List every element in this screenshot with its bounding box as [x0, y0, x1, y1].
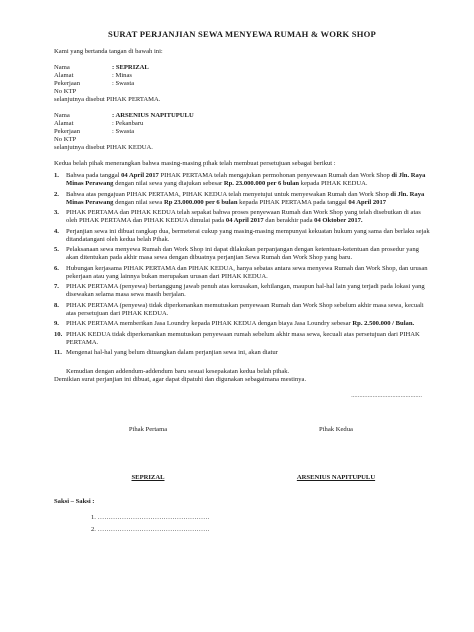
term-item [54, 209, 430, 225]
term-text-run: PIHAK PERTAMA dan PIHAK KEDUA telah sepakat bahwa proses penyewaan Rumah dan Work Shop yang telah disebutkan di atas oleh PIHAK PERTAMA dan PIHAK KEDUA dimulai pada [66, 209, 421, 224]
party2-label-address: Alamat [54, 120, 74, 127]
term-number: 3. [54, 209, 59, 216]
term-text [66, 228, 430, 244]
witness-list [54, 514, 430, 534]
term-number: 4. [54, 227, 59, 235]
term-text [66, 209, 430, 225]
term-text [66, 302, 430, 318]
party1-value-name: : SEPRIZAL [112, 64, 149, 71]
term-item [54, 302, 430, 318]
term-text-run: kepada PIHAK PERTAMA pada tanggal [237, 198, 349, 206]
term-item [54, 283, 430, 299]
term-text-bold: Rp. 2.500.000 / Bulan. [352, 320, 415, 327]
signature-right-role: Pihak Kedua [319, 425, 353, 433]
term-item [54, 331, 430, 347]
party2-label-ktp: No KTP [54, 136, 77, 143]
term-number: 9. [54, 320, 59, 327]
party2-row-name [54, 112, 430, 120]
term-number: 8. [54, 301, 59, 309]
party1-value-address: : Minas [112, 72, 132, 79]
term-text-run: PIHAK KEDUA tidak diperkenankan memutuskan penyewaan rumah sebelum akhir masa sewa, kecuali atas persetujuan dari PIHAK PERTAMA. [66, 330, 420, 346]
term-item [54, 246, 430, 262]
term-text-bold: 04 April 2017 [348, 198, 387, 206]
party1-note: selanjutnya disebut PIHAK PERTAMA. [54, 96, 161, 103]
term-item [54, 172, 430, 188]
term-item [54, 349, 430, 357]
terms-list [54, 172, 430, 357]
closing-statement: Demikian surat perjanjian ini dibuat, agar dapat dipatuhi dan digunakan sebagaimana mestinya. [54, 375, 307, 383]
term-number: 11. [54, 349, 62, 356]
term-text-bold: 04 April 2017 [225, 217, 264, 224]
party2-row-ktp [54, 136, 430, 144]
signature-left-role: Pihak Pertama [128, 425, 168, 433]
term-text-run: Bahwa pada tanggal [66, 172, 122, 179]
party1-value-job: : Swasta [112, 80, 135, 87]
term-text-bold: Rp 23.000.000 per 6 bulan [163, 198, 238, 206]
agreement-statement: Kedua belah pihak menerangkan bahwa masing-masing pihak telah membuat persetujuan sebagai berikut : [54, 160, 336, 167]
party2-label-name: Nama [54, 112, 70, 119]
term-text-bold: 04 April 2017 [121, 172, 159, 179]
witness-line-1: 1. …………………………………………… [91, 513, 210, 521]
party1-row-name [54, 64, 430, 72]
term-number: 2. [54, 190, 59, 198]
party2-value-ktp [112, 136, 430, 144]
term-text-run: Pelaksanaan sewa menyewa Rumah dan Work Shop ini dapat dilakukan perpanjangan dengan ketentuan-ketentuan dan prosedur yang akan ditentukan pada akhir masa sewa dengan dibuatnya perjanjian Sewa Rumah dan Work Shop yang baru. [66, 246, 419, 261]
term-text-run: Perjanjian sewa ini dibuat rangkap dua, bermeterai cukup yang masing-masing mempunyai kekuatan hukum yang sama dan berlaku sejak ditandatangani oleh kedua belah Pihak. [66, 227, 430, 243]
term-text-run: PIHAK PERTAMA (penyewa) tidak diperkenankan memutuskan penyewaan Rumah dan Work Shop sebelum akhir masa sewa, kecuali atas persetujuan dari PIHAK KEDUA. [66, 301, 424, 317]
signature-block [54, 426, 430, 482]
term-text [66, 331, 430, 347]
term-text-run: PIHAK PERTAMA telah mengajukan permohonan penyewaan Rumah dan Work Shop [158, 172, 392, 179]
party1-label-job: Pekerjaan [54, 80, 80, 87]
signature-left [54, 426, 242, 482]
term-number: 1. [54, 172, 59, 179]
term-text [66, 283, 430, 299]
term-text-run: Mengenai hal-hal yang belum dituangkan dalam perjanjian sewa ini, akan diatur [66, 349, 278, 356]
term-text-run: dengan nilai sewa [113, 198, 164, 206]
term-text-bold: Rp. 23.000.000 per 6 bulan [223, 180, 300, 187]
party1-label-ktp: No KTP [54, 88, 77, 95]
party2-row-job [54, 128, 430, 136]
party1-label-address: Alamat [54, 72, 74, 79]
term-number: 6. [54, 264, 59, 272]
term-text-bold: di Jln. Raya Minas Perawang [66, 172, 426, 187]
party1-row-job [54, 80, 430, 88]
party2-row-address [54, 120, 430, 128]
party2-value-job: : Swasta [112, 128, 135, 135]
signature-left-name: SEPRIZAL [131, 473, 165, 481]
party1-block [54, 64, 430, 104]
party2-label-job: Pekerjaan [54, 128, 80, 135]
party1-row-ktp [54, 88, 430, 96]
term-text [66, 246, 430, 262]
term-text [66, 320, 430, 328]
term-text-run: PIHAK PERTAMA (penyewa) bertanggung jawab penuh atas kerusakan, kehilangan, maupun hal-hal lain yang terjadi pada lokasi yang disewakan selama masa sewa masih berjalan. [66, 283, 425, 298]
intro-text: Kami yang bertanda tangan di bawah ini: [54, 48, 163, 55]
document-title: SURAT PERJANJIAN SEWA MENYEWA RUMAH & WORK SHOP [108, 29, 376, 39]
party2-value-address: : Pekanbaru [112, 120, 144, 127]
term-number: 7. [54, 283, 59, 290]
term-text-run: dengan nilai sewa yang diajukan sebesar [113, 180, 224, 187]
term-text [66, 172, 430, 188]
closing-addendum: Kemudian dengan addendum-addendum baru sesuai kesepakatan kedua belah pihak. [66, 367, 290, 375]
party1-row-address [54, 72, 430, 80]
witness-heading: Saksi – Saksi : [54, 497, 95, 505]
term-text [66, 191, 430, 207]
term-number: 10. [54, 330, 63, 338]
party2-note: selanjutnya disebut PIHAK KEDUA. [54, 144, 153, 151]
witness-line-2: 2. …………………………………………… [91, 525, 210, 533]
term-text-run: PIHAK PERTAMA memberikan Jasa Loundry kepada PIHAK KEDUA dengan biaya Jasa Loundry sebesar [66, 320, 353, 327]
term-item [54, 228, 430, 244]
term-text-run: dan berakhir pada [263, 217, 315, 224]
term-item [54, 191, 430, 207]
term-text-bold: 04 Oktober 2017. [314, 217, 363, 224]
term-text [66, 265, 430, 281]
party2-value-name: : ARSENIUS NAPITUPULU [112, 112, 194, 119]
term-number: 5. [54, 246, 59, 253]
signature-right-name: ARSENIUS NAPITUPULU [296, 473, 376, 481]
party2-block [54, 112, 430, 152]
signature-right [242, 426, 430, 482]
term-text-run: kepada PIHAK KEDUA. [299, 180, 368, 187]
term-text [66, 349, 430, 357]
term-text-bold: di Jln. Raya Minas Perawang [66, 190, 425, 206]
term-text-run: Bahwa atas pengajuan PIHAK PERTAMA, PIHAK KEDUA telah menyetujui untuk menyewakan Rumah dan Work Shop [66, 190, 391, 198]
term-text-run: Hubungan kerjasama PIHAK PERTAMA dan PIHAK KEDUA, hanya sebatas antara sewa menyewa Rumah dan Work Shop, dan urusan pekerjaan atau yang lainnya bukan merupakan urusan dari PIHAK KEDUA. [66, 264, 428, 280]
date-line: ........................................... [351, 391, 422, 399]
party1-value-ktp [112, 88, 430, 96]
term-item [54, 265, 430, 281]
party1-label-name: Nama [54, 64, 70, 71]
term-item [54, 320, 430, 328]
